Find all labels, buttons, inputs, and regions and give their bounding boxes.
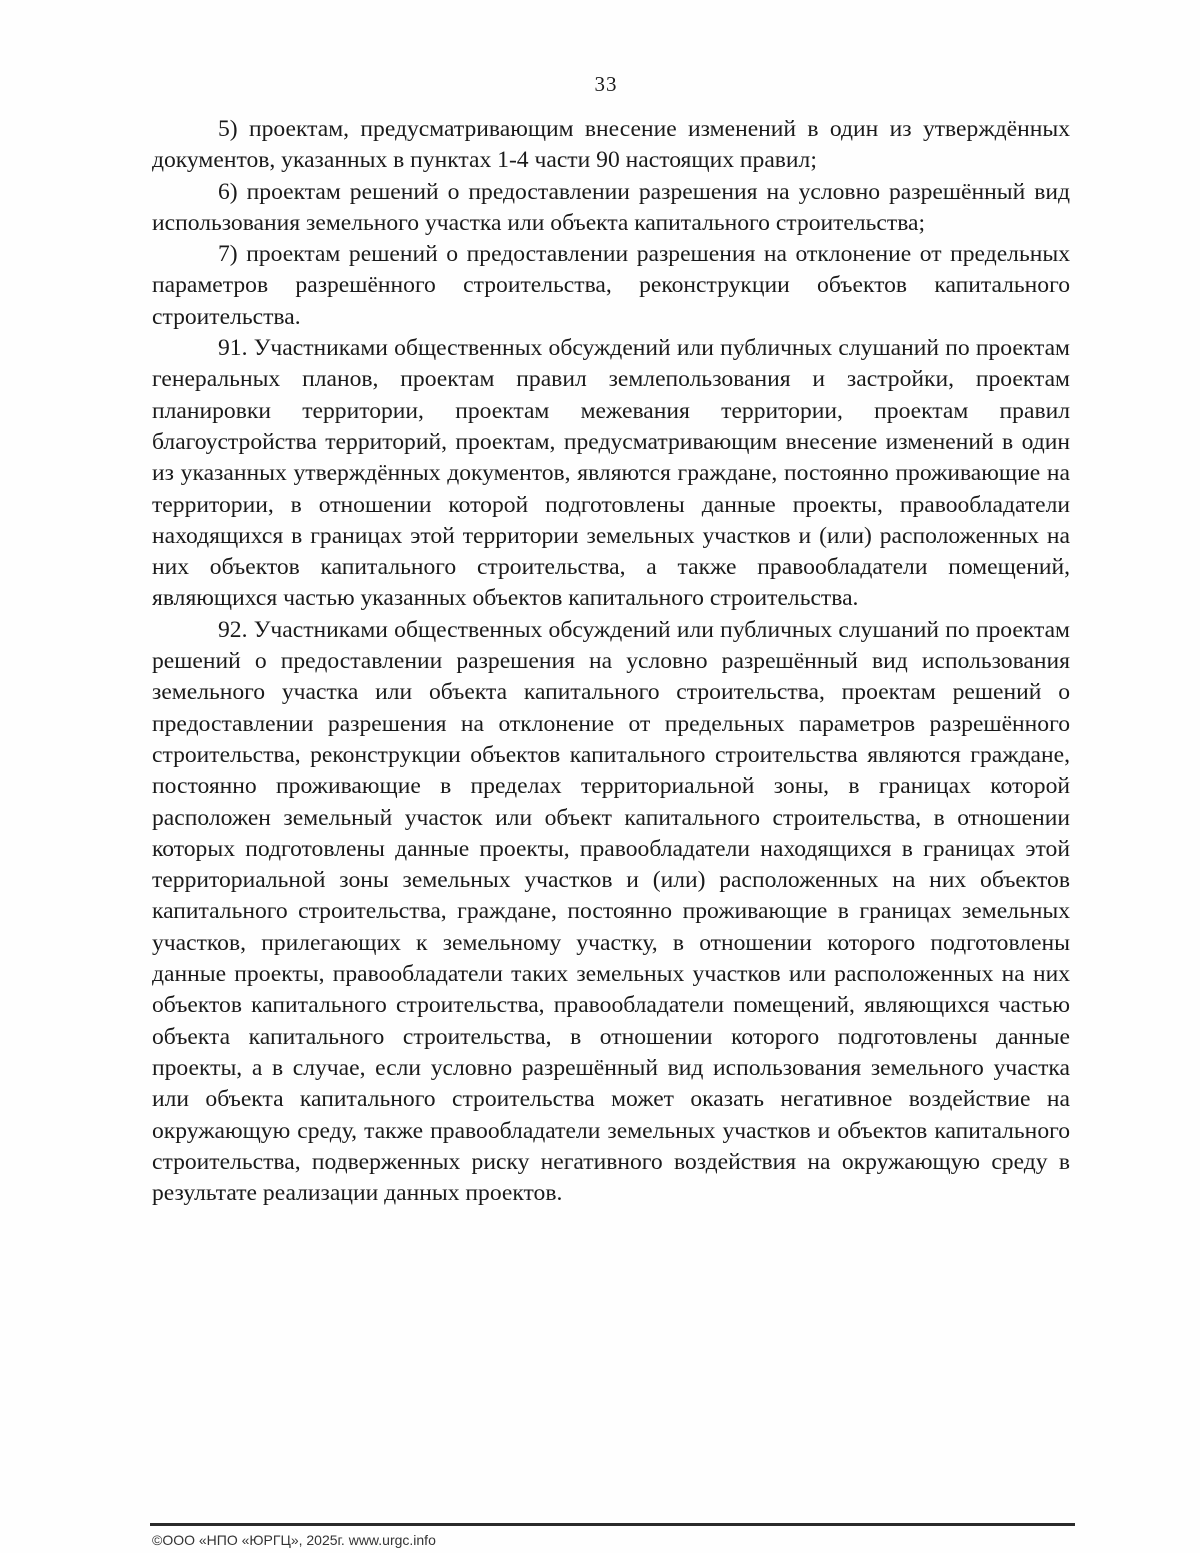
document-body: [152, 114, 1070, 1209]
paragraph-clause-91: 91. Участниками общественных обсуждений или публичных слушаний по проектам генеральных планов, проектам правил землепользования и застройки, проектам планировки территории, проектам межевания территории, проектам правил благоустройства территорий, проектам, предусматривающим внесение изменений в один из указанных утверждённых документов, являются граждане, постоянно проживающие на территории, в отношении которой подготовлены данные проекты, правообладатели находящихся в границах этой территории земельных участков и (или) расположенных на них объектов капитального строительства, а также правообладатели помещений, являющихся частью указанных объектов капитального строительства.: [152, 335, 1070, 612]
paragraph-item-7: 7) проектам решений о предоставлении разрешения на отклонение от предельных параметров разрешённого строительства, реконструкции объектов капитального строительства.: [152, 241, 1070, 330]
paragraph-item-6: 6) проектам решений о предоставлении разрешения на условно разрешённый вид использования земельного участка или объекта капитального строительства;: [152, 178, 1070, 236]
paragraph-clause-92: 92. Участниками общественных обсуждений или публичных слушаний по проектам решений о предоставлении разрешения на условно разрешённый вид использования земельного участка или объекта капитального строительства, проектам решений о предоставлении разрешения на отклонение от предельных параметров разрешённого строительства, реконструкции объектов капитального строительства являются граждане, постоянно проживающие в пределах территориальной зоны, в границах которой расположен земельный участок или объект капитального строительства, в отношении которых подготовлены данные проекты, правообладатели находящихся в границах этой территориальной зоны земельных участков и (или) расположенных на них объектов капитального строительства, граждане, постоянно проживающие в границах земельных участков, прилегающих к земельному участку, в отношении которого подготовлены данные проекты, правообладатели таких земельных участков или расположенных на них объектов капитального строительства, правообладатели помещений, являющихся частью объекта капитального строительства, в отношении которого подготовлены данные проекты, а в случае, если условно разрешённый вид использования земельного участка или объекта капитального строительства может оказать негативное воздействие на окружающую среду, также правообладатели земельных участков и объектов капитального строительства, подверженных риску негативного воздействия на окружающую среду в результате реализации данных проектов.: [152, 616, 1070, 1207]
paragraph-item-5: 5) проектам, предусматривающим внесение изменений в один из утверждённых документов, указанных в пунктах 1-4 части 90 настоящих правил;: [152, 116, 1070, 174]
footer-divider: [150, 1523, 1075, 1526]
page-number: 33: [594, 72, 618, 96]
footer-copyright: ©ООО «НПО «ЮРГЦ», 2025г. www.urgc.info: [152, 1532, 436, 1548]
